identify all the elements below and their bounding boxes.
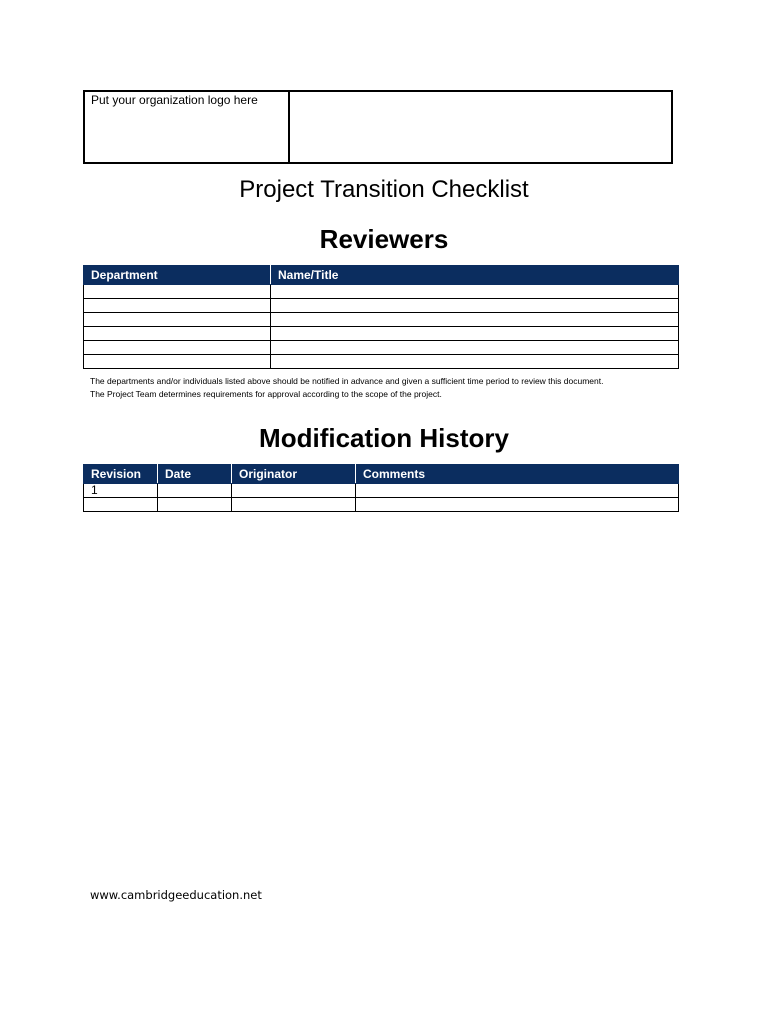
revision-cell[interactable]	[84, 498, 158, 512]
logo-placeholder: Put your organization logo here	[85, 92, 290, 162]
reviewers-heading: Reviewers	[319, 224, 449, 254]
department-cell[interactable]	[84, 313, 271, 327]
reviewers-note-approval: The Project Team determines requirements for approval according to the scope of the project.	[90, 389, 442, 399]
comments-cell[interactable]	[356, 484, 679, 498]
table-row	[84, 285, 679, 299]
column-header-revision: Revision	[84, 465, 158, 484]
table-row	[84, 299, 679, 313]
reviewers-note-notification: The departments and/or individuals listed above should be notified in advance and given a sufficient time period to review this document.	[90, 376, 604, 386]
document-title: Project Transition Checklist	[239, 176, 529, 203]
revision-cell[interactable]: 1	[84, 484, 158, 498]
column-header-comments: Comments	[356, 465, 679, 484]
name-title-cell[interactable]	[271, 327, 679, 341]
name-title-cell[interactable]	[271, 313, 679, 327]
column-header-name-title: Name/Title	[271, 266, 679, 285]
modification-history-table	[83, 464, 679, 512]
department-cell[interactable]	[84, 355, 271, 369]
originator-cell[interactable]	[232, 484, 356, 498]
logo-header-box	[83, 90, 673, 164]
department-cell[interactable]	[84, 299, 271, 313]
name-title-cell[interactable]	[271, 285, 679, 299]
department-cell[interactable]	[84, 285, 271, 299]
table-row	[84, 355, 679, 369]
modification-header-row	[84, 465, 679, 484]
date-cell[interactable]	[158, 484, 232, 498]
reviewers-header-row	[84, 266, 679, 285]
name-title-cell[interactable]	[271, 341, 679, 355]
table-row	[84, 484, 679, 498]
name-title-cell[interactable]	[271, 355, 679, 369]
table-row	[84, 498, 679, 512]
column-header-date: Date	[158, 465, 232, 484]
table-row	[84, 341, 679, 355]
footer-website: www.cambridgeeducation.net	[90, 888, 262, 902]
originator-cell[interactable]	[232, 498, 356, 512]
column-header-originator: Originator	[232, 465, 356, 484]
table-row	[84, 327, 679, 341]
department-cell[interactable]	[84, 327, 271, 341]
column-header-department: Department	[84, 266, 271, 285]
name-title-cell[interactable]	[271, 299, 679, 313]
reviewers-table	[83, 265, 679, 369]
modification-history-heading: Modification History	[259, 423, 509, 453]
table-row	[84, 313, 679, 327]
comments-cell[interactable]	[356, 498, 679, 512]
department-cell[interactable]	[84, 341, 271, 355]
header-right-cell	[290, 92, 671, 162]
date-cell[interactable]	[158, 498, 232, 512]
